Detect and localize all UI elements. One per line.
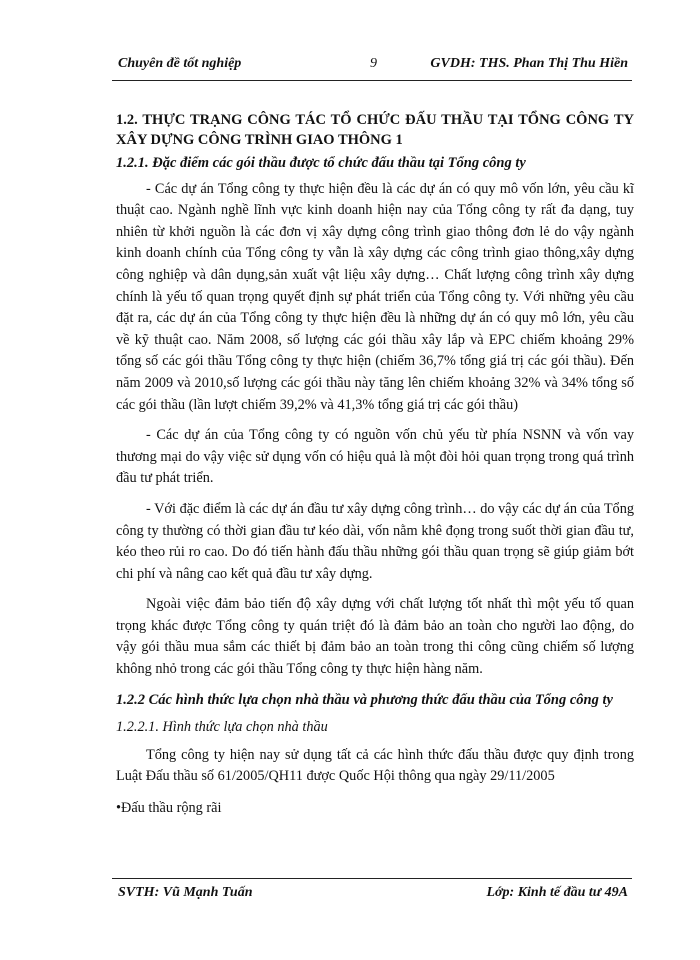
footer-student: SVTH: Vũ Mạnh Tuấn (118, 885, 253, 900)
section-title: 1.2. THỰC TRẠNG CÔNG TÁC TỔ CHỨC ĐẤU THẦU TẠI TỔNG CÔNG TY XÂY DỰNG CÔNG TRÌNH GIAO THÔNG 1 (116, 112, 634, 148)
bullet-open-bidding: •Đấu thầu rộng rãi (116, 800, 222, 817)
page-content (116, 110, 634, 820)
page-number: 9 (370, 56, 377, 71)
page-footer (112, 878, 632, 907)
footer-class: Lớp: Kinh tế đầu tư 49A (486, 885, 628, 900)
subsection-heading-1-2-2-1: 1.2.2.1. Hình thức lựa chọn nhà thầu (116, 719, 328, 736)
subsection-heading-1-2-2: 1.2.2 Các hình thức lựa chọn nhà thầu và phương thức đấu thầu của Tổng công ty (116, 691, 613, 708)
paragraph-investment-duration: - Với đặc điểm là các dự án đầu tư xây dựng công trình… do vậy các dự án của Tổng công ty thường có thời gian đầu tư kéo dài, vốn nằm khê đọng trong suốt thời gian đầu tư, kéo theo rủi ro cao. Do đó tiến hành đấu thầu những gói thầu quan trọng sẽ giúp giảm bớt chi phí và nâng cao kết quả đầu tư xây dựng. (116, 500, 634, 582)
paragraph-project-characteristics: - Các dự án Tổng công ty thực hiện đều là các dự án có quy mô vốn lớn, yêu cầu kĩ thuật cao. Ngành nghề lĩnh vực kinh doanh hiện nay của Tổng công ty rất đa dạng, tuy nhiên từ khởi nguồn là các đơn vị xây dựng công trình giao thông đơn lẻ do vậy ngành kinh doanh chính của Tổng công ty vẫn là xây dựng các công trình giao thông,xây dựng công nghiệp và dân dụng,sản xuất vật liệu xây dựng… Chất lượng công trình xây dựng chính là yếu tố quan trọng quyết định sự phát triển của Tổng công ty. Với những yêu cầu đặt ra, các dự án của Tổng công ty thực hiện đều là những dự án có quy mô lớn, yêu cầu về kỹ thuật cao. Năm 2008, số lượng các gói thầu xây lắp và EPC chiếm khoảng 29% tổng số các gói thầu Tổng công ty thực hiện (chiếm 36,7% tổng giá trị các gói thầu). Đến năm 2009 và 2010,số lượng các gói thầu này tăng lên chiếm khoảng 32% và 34% tổng số các gói thầu (lần lượt chiếm 39,2% và 41,3% tổng giá trị các gói thầu) (116, 180, 634, 413)
subsection-heading-1-2-1: 1.2.1. Đặc điểm các gói thầu được tổ chức đấu thầu tại Tổng công ty (116, 155, 526, 171)
page-header (112, 56, 632, 81)
paragraph-bidding-forms: Tổng công ty hiện nay sử dụng tất cả các hình thức đấu thầu được quy định trong Luật Đấu thầu số 61/2005/QH11 được Quốc Hội thông qua ngày 29/11/2005 (116, 746, 634, 785)
paragraph-capital-sources: - Các dự án của Tổng công ty có nguồn vốn chủ yếu từ phía NSNN và vốn vay thương mại do vậy việc sử dụng vốn có hiệu quả là một đòi hỏi quan trọng trong quá trình đầu tư phát triển. (116, 427, 634, 487)
paragraph-safety: Ngoài việc đảm bảo tiến độ xây dựng với chất lượng tốt nhất thì một yếu tố quan trọng khác được Tổng công ty quán triệt đó là đảm bảo an toàn cho người lao động, do vậy gói thầu mua sắm các thiết bị đảm bảo an toàn trong thi công cũng chiếm số lượng không nhỏ trong các gói thầu Tổng công ty thực hiện hàng năm. (116, 596, 634, 678)
header-document-type: Chuyên đề tốt nghiệp (118, 56, 242, 71)
header-supervisor: GVDH: THS. Phan Thị Thu Hiền (430, 56, 628, 71)
